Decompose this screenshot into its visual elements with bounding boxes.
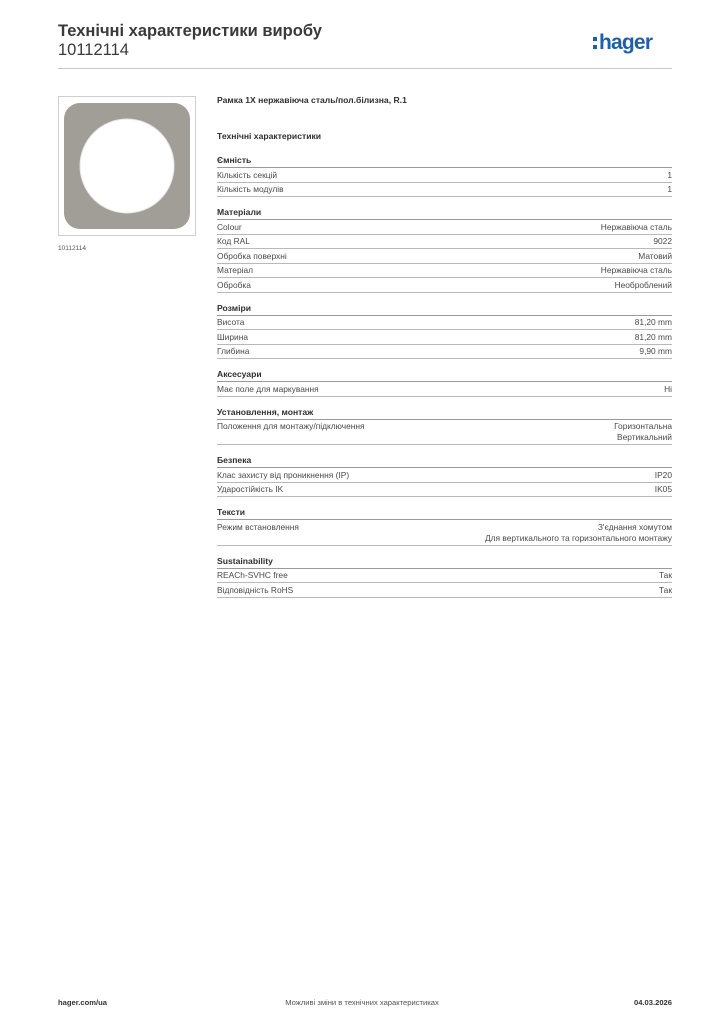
spec-row: [217, 168, 672, 183]
spec-row: [217, 278, 672, 293]
spec-value-line: Нержавіюча сталь: [600, 265, 672, 275]
spec-value-line: Матовий: [638, 250, 672, 261]
spec-row: [217, 264, 672, 279]
section-heading: Тексти: [217, 506, 672, 520]
section-heading: Безпека: [217, 454, 672, 468]
spec-value: [601, 222, 672, 233]
spec-label: Обробка поверхні: [217, 250, 287, 261]
spec-value: [635, 332, 672, 343]
spec-sections: [217, 154, 672, 598]
spec-label: Клас захисту від проникнення (IP): [217, 469, 350, 480]
page-title: Технічні характеристики виробу: [58, 22, 322, 40]
spec-row: [217, 583, 672, 598]
section-heading: Матеріали: [217, 206, 672, 220]
spec-value: [601, 265, 672, 276]
spec-value-line: 81,20 mm: [634, 317, 672, 327]
spec-row: [217, 483, 672, 498]
spec-section: [217, 454, 672, 497]
spec-section: [217, 368, 672, 397]
spec-value-line: Так: [658, 584, 672, 595]
spec-value-line: Для вертикального та горизонтального монтажу: [484, 532, 672, 543]
section-heading: Установлення, монтаж: [217, 406, 672, 420]
spec-value-line: Необроблений: [614, 279, 672, 290]
spec-row: [217, 420, 672, 446]
spec-section: [217, 302, 672, 360]
spec-row: [217, 569, 672, 584]
spec-value: [659, 570, 672, 581]
spec-section: [217, 506, 672, 546]
spec-label: Відповідність RoHS: [217, 584, 294, 595]
spec-value-line: Горизонтальна: [614, 421, 672, 431]
spec-value: [635, 317, 672, 328]
spec-value: [655, 484, 672, 495]
spec-value-line: 1: [667, 169, 672, 180]
spec-row: [217, 468, 672, 483]
spec-label: Кількість модулів: [217, 184, 284, 194]
footer-website[interactable]: hager.com/ua: [58, 998, 107, 1007]
spec-row: [217, 330, 672, 345]
spec-row: [217, 235, 672, 250]
spec-label: Має поле для маркування: [217, 383, 319, 394]
product-code: 10112114: [58, 41, 129, 59]
spec-section: [217, 555, 672, 598]
spec-value-line: З'єднання хомутом: [597, 521, 672, 532]
section-heading: Аксесуари: [217, 368, 672, 382]
image-caption: 10112114: [58, 245, 86, 252]
spec-value-line: 9,90 mm: [639, 346, 672, 356]
spec-value: [659, 585, 672, 596]
spec-label: Код RAL: [217, 236, 250, 246]
logo-dot-top: [593, 37, 597, 41]
spec-row: [217, 183, 672, 198]
spec-value-line: IP20: [654, 469, 672, 480]
spec-value: [664, 384, 672, 395]
spec-row: [217, 382, 672, 397]
spec-label: Режим встановлення: [217, 521, 299, 532]
spec-label: Ударостійкість IK: [217, 484, 284, 494]
spec-value-line: IK05: [654, 484, 672, 494]
spec-value-line: Ні: [664, 383, 672, 394]
spec-label: Матеріал: [217, 265, 254, 275]
spec-row: [217, 345, 672, 360]
product-image: [59, 97, 195, 235]
spec-label: Висота: [217, 317, 245, 327]
logo-text: hager: [599, 31, 653, 54]
spec-value: [638, 251, 672, 262]
product-image-frame: [58, 96, 196, 236]
spec-value-line: Вертикальний: [617, 432, 672, 442]
spec-label: Положення для монтажу/підключення: [217, 421, 365, 431]
spec-value-line: 9022: [653, 236, 672, 246]
footer-date: 04.03.2026: [633, 998, 672, 1007]
spec-label: Обробка: [217, 279, 251, 290]
section-heading: Sustainability: [217, 555, 672, 569]
spec-section: [217, 206, 672, 293]
spec-label: Глибина: [217, 346, 250, 356]
specs-content: [217, 93, 672, 607]
spec-value-line: 81,20 mm: [634, 331, 672, 342]
spec-label: REACh-SVHC free: [217, 570, 288, 580]
section-heading: Ємність: [217, 154, 672, 168]
spec-value: [614, 421, 672, 443]
specs-heading: Технічні характеристики: [217, 131, 322, 141]
spec-section: [217, 406, 672, 446]
spec-value: [667, 184, 672, 195]
spec-label: Ширина: [217, 331, 248, 342]
spec-value: [655, 470, 672, 481]
spec-value-line: Так: [658, 570, 672, 580]
footer-disclaimer: Можливі зміни в технічних характеристиках: [285, 998, 439, 1007]
spec-row: [217, 249, 672, 264]
spec-value: [667, 170, 672, 181]
spec-label: Кількість секцій: [217, 169, 278, 180]
logo-dot-bottom: [593, 45, 597, 49]
spec-section: [217, 154, 672, 197]
spec-row: [217, 520, 672, 546]
spec-value: [485, 522, 672, 544]
section-heading: Розміри: [217, 302, 672, 316]
product-name: Рамка 1X нержавіюча сталь/пол.білизна, R.1: [217, 95, 407, 105]
spec-value: [639, 346, 672, 357]
spec-row: [217, 316, 672, 331]
spec-row: [217, 220, 672, 235]
header-divider: [58, 68, 672, 69]
spec-value-line: 1: [667, 184, 672, 194]
hager-logo: [592, 28, 674, 58]
spec-value: [615, 280, 672, 291]
spec-label: Colour: [217, 221, 242, 232]
spec-value-line: Нержавіюча сталь: [600, 221, 672, 232]
spec-value: [653, 236, 672, 247]
